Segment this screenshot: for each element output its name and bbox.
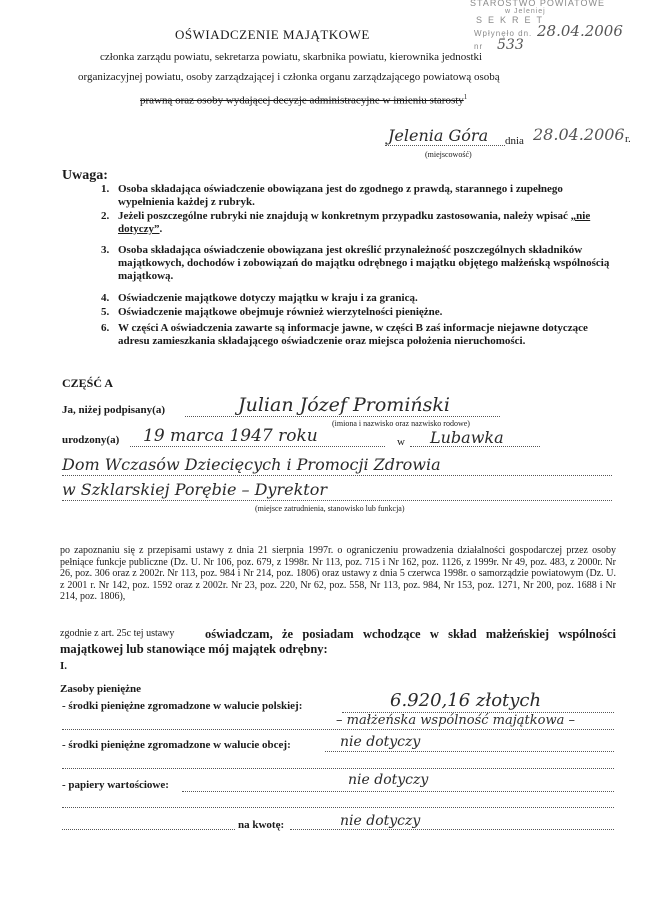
date-label: dnia [505, 135, 524, 147]
foreign-dotline-2 [62, 768, 614, 769]
born-value: 19 marca 1947 roku [143, 426, 318, 446]
subtitle-line-1: członka zarządu powiatu, sekretarza powiatu, skarbnika powiatu, kierownika jednostki [100, 51, 483, 63]
place-dotline [385, 145, 505, 146]
note-item-2 [101, 210, 621, 236]
note-item-3 [101, 244, 621, 284]
foreign-value: nie dotyczy [340, 734, 421, 750]
date-suffix: r. [625, 133, 631, 145]
section-1-heading: Zasoby pieniężne [60, 683, 141, 695]
pln-label: - środki pieniężne zgromadzone w walucie polskiej: [62, 700, 303, 712]
foreign-label: - środki pieniężne zgromadzone w walucie obcej: [62, 739, 291, 751]
born-dotline [130, 446, 385, 447]
subtitle-line-3-text: prawną oraz osoby wydającej decyzje administracyjne w imieniu starosty [140, 94, 464, 107]
note-text: Oświadczenie majątkowe dotyczy majątku w kraju i za granicą. [118, 292, 418, 304]
note-number: 3. [101, 244, 110, 256]
stamp-line-2: w Jeleniej [505, 8, 546, 15]
note-item-6 [101, 322, 621, 362]
note-item-1 [101, 183, 621, 209]
notes-heading: Uwaga: [62, 168, 108, 183]
employment-dotline-1 [62, 475, 612, 476]
note-text: Jeżeli poszczególne rubryki nie znajdują w konkretnym przypadku zastosowania, należy wpisać „nie dotyczy”. [118, 210, 591, 235]
note-number: 2. [101, 210, 110, 222]
employment-dotline-2 [62, 500, 612, 501]
stamp-line-3: SEKRET [476, 15, 549, 25]
employment-line-1: Dom Wczasów Dziecięcych i Promocji Zdrowia [62, 455, 441, 474]
footnote-marker: 1 [463, 93, 468, 101]
pln-note: – małżeńska wspólność majątkowa – [336, 713, 575, 728]
date-value: 28.04.2006 [533, 125, 625, 144]
section-1-roman: I. [60, 660, 68, 672]
declaration-statement: oświadczam, że posiadam wchodzące w skład małżeńskiej wspólności majątkowej lub stanowiące mój majątek odrębny: [60, 627, 616, 656]
foreign-dotline [325, 751, 614, 752]
securities-value: nie dotyczy [348, 772, 429, 788]
securities-dotline-2 [62, 807, 614, 808]
pln-value: 6.920,16 złotych [390, 690, 542, 711]
employment-line-2: w Szklarskiej Porębie – Dyrektor [62, 480, 327, 499]
amount-label: na kwotę: [238, 819, 285, 831]
note-number: 5. [101, 306, 110, 318]
note-text: W części A oświadczenia zawarte są informacje jawne, w części B zaś informacje niejawne dotyczące adresu zamieszkania składającego oświadczenie oraz miejsca położenia nieruchomości. [118, 322, 588, 347]
subtitle-line-3 [140, 93, 467, 107]
stamp-number-label: nr [474, 42, 484, 51]
amount-dotline [290, 829, 614, 830]
note-text: Osoba składająca oświadczenie obowiązana jest do zgodnego z prawdą, starannego i zupełnego wypełnienia każdej z rubryk. [118, 183, 563, 208]
amount-value: nie dotyczy [340, 813, 421, 829]
stamp-received-label: Wpłynęło dn. [474, 29, 533, 38]
note-number: 6. [101, 322, 110, 334]
amount-dotline-lead [62, 829, 235, 830]
stamp-received-date: 28.04.2006 [537, 22, 623, 40]
employment-caption: (miejsce zatrudnienia, stanowisko lub funkcja) [255, 504, 405, 513]
born-label: urodzony(a) [62, 434, 120, 446]
pln-dotline-2 [62, 729, 614, 730]
place-caption: (miejscowość) [425, 150, 472, 159]
born-in-label: w [397, 436, 405, 448]
declare-lead: zgodnie z art. 25c tej ustawy [60, 628, 175, 639]
note-text: Oświadczenie majątkowe obejmuje również wierzytelności pieniężne. [118, 306, 443, 318]
securities-dotline [182, 791, 614, 792]
stamp-number: 533 [497, 37, 524, 53]
note-text: Osoba składająca oświadczenie obowiązana jest określić przynależność poszczególnych składników majątkowych, dochodów i zobowiązań do majątku odrębnego i majątku objętego małżeńską wspólnością majątkową. [118, 244, 610, 282]
signed-value: Julian Józef Promiński [238, 394, 450, 416]
not-applicable-phrase: „nie dotyczy” [118, 210, 591, 235]
signed-caption: (imiona i nazwisko oraz nazwisko rodowe) [332, 419, 470, 428]
place-value: Jelenia Góra [388, 126, 489, 145]
stamp-line-1: STAROSTWO POWIATOWE [470, 0, 605, 8]
signed-dotline [185, 416, 500, 417]
securities-label: - papiery wartościowe: [62, 779, 169, 791]
note-number: 1. [101, 183, 110, 195]
part-a-heading: CZĘŚĆ A [62, 376, 114, 390]
document-title: OŚWIADCZENIE MAJĄTKOWE [175, 27, 370, 42]
legal-basis-text: po zapoznaniu się z przepisami ustawy z dnia 21 sierpnia 1997r. o ograniczeniu prowadzenia działalności gospodarczej przez osoby pełniące funkcje publiczne (Dz. U. Nr 106, poz. 679, z 1998r. Nr 113, poz. 715 i Nr 162, poz. 1126, z 1999r. Nr 49, poz. 483, z 2000r. Nr 26, poz. 306 oraz z 2002r. Nr 113, poz. 984 i Nr 214, poz. 1806) oraz ustawy z dnia 5 czerwca 1998r. o samorządzie powiatowym (Dz. U. z 2001 r. Nr 142, poz. 1592 oraz z 2002r. Nr 23, poz. 220, Nr 62, poz. 558, Nr 113, poz. 984, Nr 153, poz. 1271, Nr 200, poz. 1688 i Nr 214, poz. 1806), [60, 545, 616, 602]
note-number: 4. [101, 292, 110, 304]
signed-label: Ja, niżej podpisany(a) [62, 404, 165, 416]
subtitle-line-2: organizacyjnej powiatu, osoby zarządzającej i członka organu zarządzającego powiatową osobą [78, 71, 500, 83]
born-place: Lubawka [430, 428, 504, 447]
